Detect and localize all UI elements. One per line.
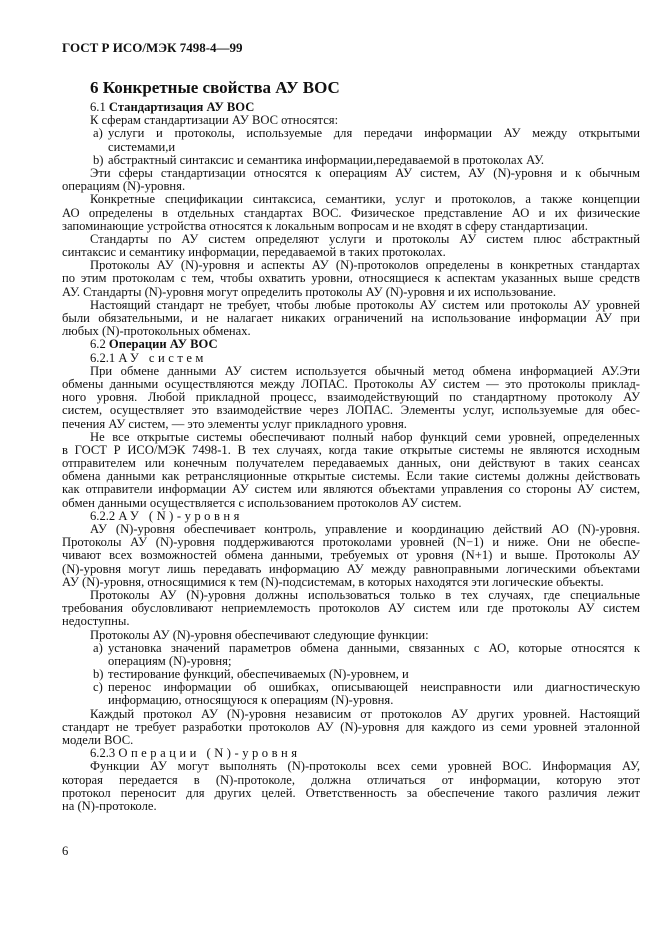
line-text: Функции АУ могут выполнять (N)-протоколы всех семи уровней ВОС. Информация АУ,: [90, 760, 640, 774]
line-text: были обязательными, и не налагает никаких ограничений на использование информации АУ при: [62, 312, 640, 325]
document-header: ГОСТ Р ИСО/МЭК 7498-4—99: [62, 40, 243, 55]
document-body: [62, 101, 640, 813]
list-marker: b): [93, 152, 104, 167]
line-text: Не все открытые системы обеспечивают полный набор функций семи уровней, определенных: [90, 430, 640, 444]
heading-number: 6.1: [90, 100, 106, 114]
line-text: которая передается в (N)-протоколе, должна отличаться от информации, которую этот: [62, 773, 640, 787]
heading-title: Операции (N)-уровня: [118, 746, 301, 761]
line-text: в ГОСТ Р ИСО/МЭК 7498-1. В тех случаях, когда такие открытые системы не являются исходным: [62, 443, 640, 457]
list-item-line: [62, 668, 640, 681]
paragraph-line: [62, 708, 640, 721]
line-text: установка значений параметров обмена данными, связанных с АО, которые относятся к: [108, 641, 640, 655]
heading-number: 6.2.3: [90, 746, 116, 761]
line-text: требования обусловливают неприемлемость протоколов АУ систем или где протоколы АУ систем: [62, 602, 640, 616]
line-text: любых (N)-протокольных обменах.: [62, 324, 251, 339]
line-text: Настоящий стандарт не требует, чтобы любые протоколы АУ систем или протоколы АУ уровней: [90, 298, 640, 312]
line-text: чивают всех возможностей обмена данными, требуемых от уровня (N+1) и выше. Протоколы АУ: [62, 549, 640, 563]
heading-title: Операции АУ ВОС: [108, 337, 218, 352]
line-text: ного уровня. Любой прикладной процесс, взаимодействующий по стандартному протоколу АУ: [62, 391, 640, 405]
line-text: протокол переносит для других целей. Ответственность за обеспечение такого различия лежит: [62, 786, 640, 800]
paragraph-line: [62, 431, 640, 444]
line-text: АУ. Стандарты (N)-уровня могут определить протоколы АУ (N)-уровня и их использование.: [62, 284, 556, 299]
line-text: перенос информации об ошибках, описывающей неисправности или диагностическую: [108, 681, 640, 695]
paragraph-line: [62, 418, 640, 431]
line-text: стандарт не требует разработки протоколов АУ (N)-уровня для каждого из семи уровней эталонной: [62, 720, 640, 734]
line-text: синтаксис и семантику информации, передаваемой в таких протоколах.: [62, 245, 446, 260]
paragraph-line: [62, 549, 640, 562]
line-text: абстрактный синтаксис и семантика информации,передаваемой в протоколах АУ.: [108, 152, 545, 167]
paragraph-line: [62, 391, 640, 404]
line-text: обмены данными осуществляются между ЛОПАС. Протоколы АУ систем — это протоколы приклад-: [62, 377, 640, 391]
line-text: К сферам стандартизации АУ ВОС относятся:: [90, 113, 339, 128]
line-text: тестирование функций, обеспечиваемых (N)-уровнем, и: [108, 667, 409, 682]
line-text: Стандарты по АУ систем определяют услуги и протоколы АУ систем плюс абстрактный: [90, 232, 640, 246]
line-text: операциям (N)-уровня.: [62, 179, 186, 194]
paragraph-line: [62, 536, 640, 549]
line-text: систем, осуществляет это взаимодействие через ЛОПАС. Элементы услуг, используемые для обес-: [62, 404, 640, 418]
heading-title: АУ систем: [118, 350, 207, 365]
line-text: печения АУ систем, — это элементы услуг прикладного уровня.: [62, 416, 407, 431]
line-text: Протоколы АУ (N)-уровня обеспечивают следующие функции:: [90, 627, 429, 642]
section-title: 6 Конкретные свойства АУ ВОС: [90, 78, 340, 97]
page-number: 6: [62, 844, 69, 858]
list-marker: a): [93, 641, 103, 655]
list-item-line: [62, 154, 640, 167]
paragraph-line: [62, 721, 640, 734]
paragraph-line: [62, 114, 640, 127]
line-text: на (N)-протоколе.: [62, 798, 157, 813]
paragraph-line: [62, 246, 640, 259]
paragraph-line: [62, 286, 640, 299]
paragraph-line: [62, 523, 640, 536]
line-text: по этим протоколам с тем, чтобы охватить уровни, относящиеся к аспектам указанных выше средств: [62, 272, 640, 286]
line-text: недоступны.: [62, 614, 130, 629]
paragraph-line: [62, 193, 640, 206]
list-marker: c): [93, 681, 103, 695]
line-text: АУ (N)-уровня обеспечивает контроль, управление и координацию действий АО (N)-уровня.: [90, 523, 640, 536]
line-text: При обмене данными АУ систем используется обычный метод обмена информацией АУ.Эти: [90, 364, 640, 378]
line-text: информацию, относящуюся к операциям (N)-уровня.: [108, 693, 394, 708]
subsection-heading: [62, 747, 640, 760]
line-text: АУ (N)-уровня, относящимися к тем (N)-подсистемам, в которых находятся эти логические объекты.: [62, 574, 604, 589]
paragraph-line: [62, 760, 640, 773]
line-text: запоминающие устройства относятся к локальным вопросам и не входят в сферу стандартизации.: [62, 218, 588, 233]
line-text: Конкретные спецификации синтаксиса, семантики, услуг и протоколов, а также концепции: [90, 193, 640, 207]
line-text: как отправители информации АУ систем или являются объектами управления со стороны АУ систем,: [62, 483, 640, 497]
subsection-heading: [62, 510, 640, 523]
paragraph-line: [62, 629, 640, 642]
line-text: обмен данными осуществляется с использованием протоколов АУ систем.: [62, 495, 462, 510]
line-text: Эти сферы стандартизации относятся к операциям АУ систем, АУ (N)-уровня и к обычным: [90, 166, 640, 180]
line-text: отправителем или конечным получателем передаваемых данных, они действуют в таких сеансах: [62, 457, 640, 471]
heading-number: 6.2: [90, 337, 106, 352]
list-marker: b): [93, 667, 104, 682]
heading-title: Стандартизация АУ ВОС: [108, 100, 255, 114]
paragraph-line: [62, 180, 640, 193]
line-text: Протоколы АУ (N)-уровня и аспекты АУ (N)-протоколов определены в конкретных стандартах: [90, 259, 640, 273]
heading-title: АУ (N)-уровня: [118, 508, 243, 523]
line-text: услуги и протоколы, используемые для передачи информации АУ между открытыми: [108, 127, 640, 141]
paragraph-line: [62, 259, 640, 272]
line-text: АО определены в отдельных стандартах ВОС. Физическое представление АО и их физические: [62, 206, 640, 220]
list-item-line: [62, 694, 640, 707]
line-text: операциям (N)-уровня;: [108, 653, 232, 668]
paragraph-line: [62, 800, 640, 813]
line-text: обмена данными как ретрансляционные открытые системы. Если такие системы должны действовать: [62, 470, 640, 484]
paragraph-line: [62, 602, 640, 615]
paragraph-line: [62, 299, 640, 312]
paragraph-line: [62, 576, 640, 589]
paragraph-line: [62, 378, 640, 391]
line-text: (N)-уровня могут лишь передавать информацию АУ между равноправными логическими объектами: [62, 562, 640, 576]
paragraph-line: [62, 774, 640, 787]
list-marker: a): [93, 127, 103, 141]
line-text: Протоколы АУ (N)-уровня должны использоваться только в тех случаях, где специальные: [90, 588, 640, 602]
paragraph-line: [62, 365, 640, 378]
subsection-heading: [62, 352, 640, 365]
paragraph-line: [62, 470, 640, 483]
line-text: системами,и: [108, 139, 176, 154]
paragraph-line: [62, 444, 640, 457]
paragraph-line: [62, 457, 640, 470]
line-text: Каждый протокол АУ (N)-уровня независим от протоколов АУ других уровней. Настоящий: [90, 707, 640, 721]
line-text: Протоколы АУ (N)-уровня поддерживаются протоколами уровней (N−1) и ниже. Они не обеспе-: [62, 536, 640, 550]
paragraph-line: [62, 220, 640, 233]
heading-number: 6.2.2: [90, 508, 116, 523]
heading-number: 6.2.1: [90, 350, 116, 365]
line-text: модели ВОС.: [62, 733, 134, 747]
paragraph-line: [62, 589, 640, 602]
